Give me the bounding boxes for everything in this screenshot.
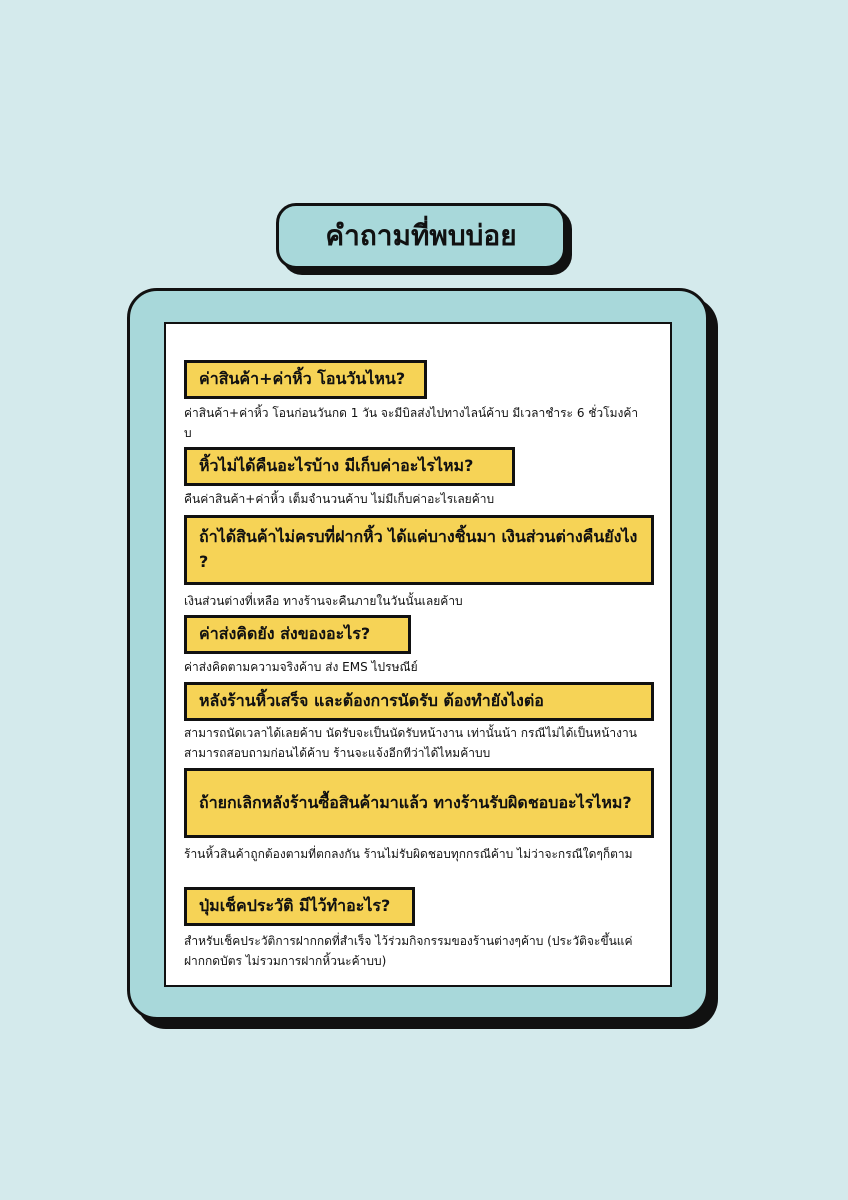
page-title: คำถามที่พบบ่อย [276,203,566,269]
faq-answer-3: เงินส่วนต่างที่เหลือ ทางร้านจะคืนภายในวันนั้นเลยค้าบ [184,594,463,608]
faq-answer-5: สามารถนัดเวลาได้เลยค้าบ นัดรับจะเป็นนัดรับหน้างาน เท่านั้นน้า กรณีไม่ได้เป็นหน้างาน สามารถสอบถามก่อนได้ค้าบ ร้านจะแจ้งอีกทีว่าได้ไหมค้าบบ [184,726,637,760]
faq-answer-6: ร้านหิ้วสินค้าถูกต้องตามที่ตกลงกัน ร้านไม่รับผิดชอบทุกกรณีค้าบ ไม่ว่าจะกรณีใดๆก็ตาม [184,847,633,861]
faq-answer-4: ค่าส่งคิดตามความจริงค้าบ ส่ง EMS ไปรษณีย์ [184,660,418,674]
faq-question-7: ปุ่มเช็คประวัติ มีไว้ทำอะไร? [184,887,415,926]
faq-question-4: ค่าส่งคิดยัง ส่งของอะไร? [184,615,411,654]
faq-question-1: ค่าสินค้า+ค่าหิ้ว โอนวันไหน? [184,360,427,399]
faq-question-3: ถ้าได้สินค้าไม่ครบที่ฝากหิ้ว ได้แค่บางชิ้นมา เงินส่วนต่างคืนยังไง ? [184,515,654,585]
faq-answer-7: สำหรับเช็คประวัติการฝากกดที่สำเร็จ ไว้ร่วมกิจกรรมของร้านต่างๆค้าบ (ประวัติจะขึ้นแค่ฝากกดบัตร ไม่รวมการฝากหิ้วนะค้าบบ) [184,934,633,968]
faq-question-6: ถ้ายกเลิกหลังร้านซื้อสินค้ามาแล้ว ทางร้านรับผิดชอบอะไรไหม? [184,768,654,838]
faq-question-2: หิ้วไม่ได้คืนอะไรบ้าง มีเก็บค่าอะไรไหม? [184,447,515,486]
faq-question-5: หลังร้านหิ้วเสร็จ และต้องการนัดรับ ต้องทำยังไงต่อ [184,682,654,721]
faq-answer-2: คืนค่าสินค้า+ค่าหิ้ว เต็มจำนวนค้าบ ไม่มีเก็บค่าอะไรเลยค้าบ [184,492,495,506]
faq-answer-1: ค่าสินค้า+ค่าหิ้ว โอนก่อนวันกด 1 วัน จะมีบิลส่งไปทางไลน์ค้าบ มีเวลาชำระ 6 ชั่วโมงค้าบ [184,406,639,440]
